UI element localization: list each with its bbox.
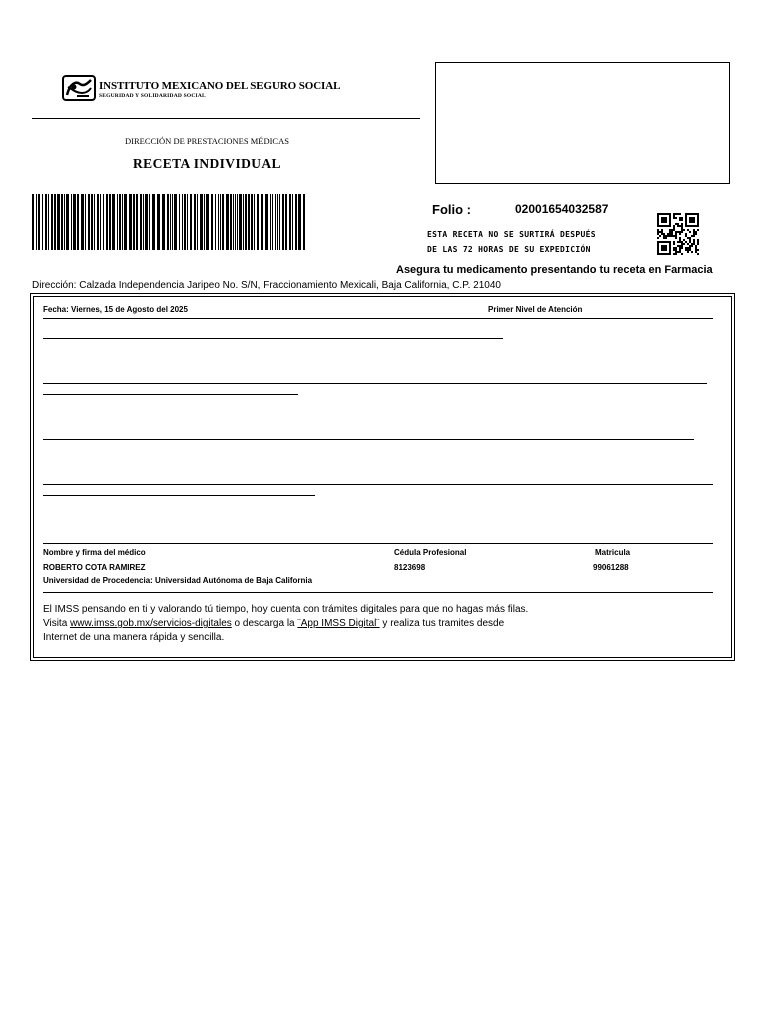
form-line — [43, 543, 713, 544]
form-line — [43, 383, 707, 384]
form-line — [43, 484, 713, 485]
digital-line-1: El IMSS pensando en ti y valorando tú tiempo, hoy cuenta con trámites digitales para que no hagas más filas. — [43, 604, 529, 615]
folio-label: Folio : — [432, 202, 471, 217]
form-line — [43, 495, 315, 496]
prescription-date: Fecha: Viernes, 15 de Agosto del 2025 — [43, 305, 188, 314]
doctor-name-label: Nombre y firma del médico — [43, 548, 146, 557]
expiry-notice-line2: DE LAS 72 HORAS DE SU EXPEDICIÓN — [427, 245, 591, 254]
imss-logo-icon — [62, 75, 96, 101]
form-line — [43, 338, 503, 339]
app-name: ¨App IMSS Digital¨ — [297, 618, 380, 629]
doctor-university: Universidad de Procedencia: Universidad Autónoma de Baja California — [43, 576, 313, 585]
barcode — [32, 194, 308, 250]
header-divider — [32, 118, 420, 119]
form-line — [43, 592, 713, 593]
clinic-address: Dirección: Calzada Independencia Jaripeo No. S/N, Fraccionamiento Mexicali, Baja California, C.P. 21040 — [32, 280, 501, 291]
matricula-value: 99061288 — [593, 563, 629, 572]
form-line — [43, 394, 298, 395]
pharmacy-message: Asegura tu medicamento presentando tu receta en Farmacia — [396, 264, 713, 276]
digital-services-text — [43, 603, 603, 645]
doctor-name: ROBERTO COTA RAMIREZ — [43, 563, 146, 572]
document-title: RECETA INDIVIDUAL — [133, 156, 281, 171]
digital-line-2: Visita www.imss.gob.mx/servicios-digitales o descarga la ¨App IMSS Digital¨ y realiza tus tramites desde — [43, 618, 505, 629]
matricula-label: Matricula — [595, 548, 631, 557]
form-line — [43, 318, 713, 319]
license-label: Cédula Profesional — [394, 548, 467, 557]
digital-line-3: Internet de una manera rápida y sencilla. — [43, 632, 225, 643]
folio-value: 02001654032587 — [515, 202, 609, 216]
care-level: Primer Nivel de Atención — [488, 305, 583, 314]
direction-label: DIRECCIÓN DE PRESTACIONES MÉDICAS — [125, 136, 289, 146]
institution-name: INSTITUTO MEXICANO DEL SEGURO SOCIAL — [99, 80, 341, 92]
expiry-notice-line1: ESTA RECETA NO SE SURTIRÁ DESPUÉS — [427, 230, 596, 239]
institution-subtitle: SEGURIDAD Y SOLIDARIDAD SOCIAL — [99, 93, 206, 99]
stamp-box — [435, 62, 730, 184]
license-value: 8123698 — [394, 563, 426, 572]
form-line — [43, 439, 694, 440]
imss-services-link[interactable]: www.imss.gob.mx/servicios-digitales — [70, 618, 232, 629]
qr-code — [657, 213, 699, 255]
